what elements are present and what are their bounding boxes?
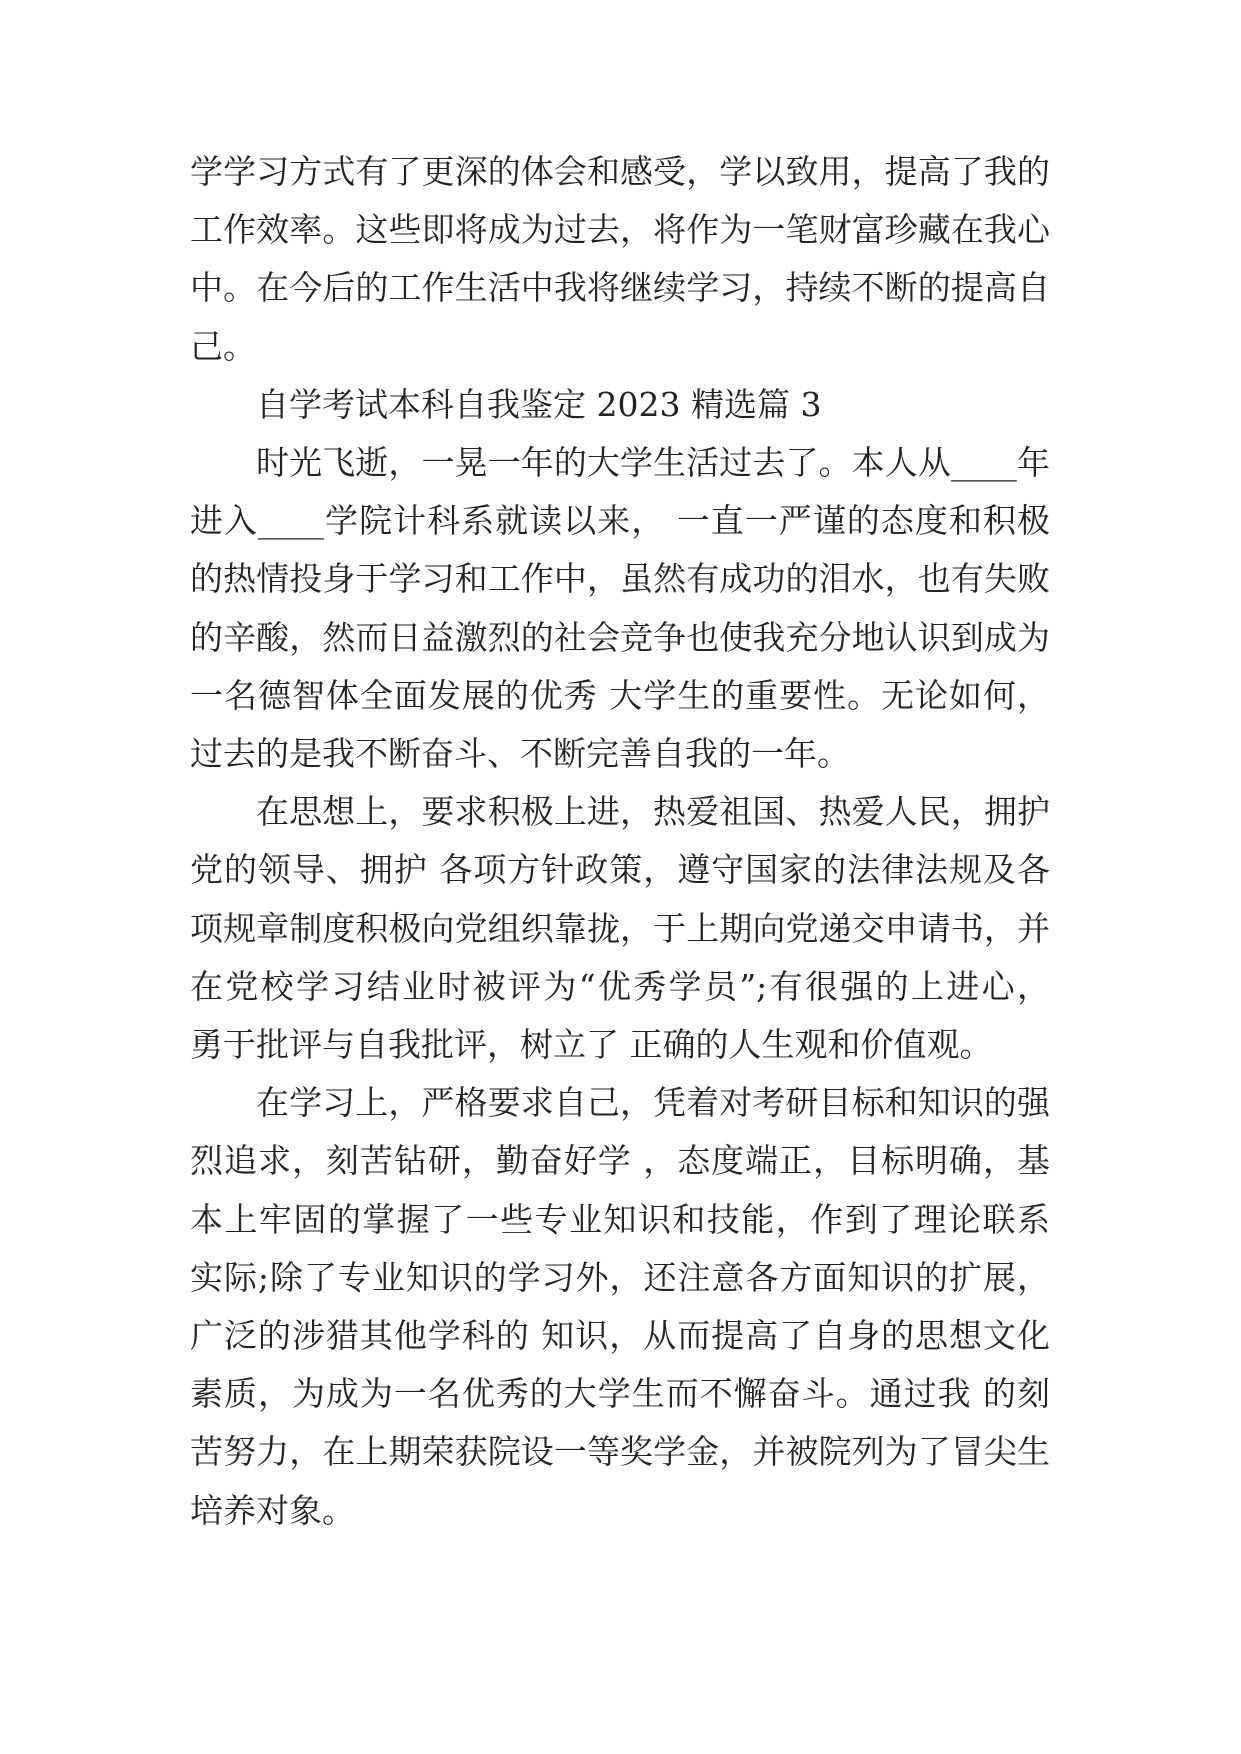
text-line: 在党校学习结业时被评为“优秀学员”;有很强的上进心， [190, 966, 1050, 1006]
text-line: 项规章制度积极向党组织靠拢，于上期向党递交申请书，并 [190, 908, 1050, 948]
text-line: 学学习方式有了更深的体会和感受，学以致用，提高了我的 [190, 152, 1050, 191]
text-line: 在思想上，要求积极上进，热爱祖国、热爱人民，拥护 [256, 792, 1050, 832]
text-line: 时光飞逝，一晃一年的大学生活过去了。本人从____年 [256, 443, 1050, 482]
text-line: 烈追求，刻苦钻研，勤奋好学 ，态度端正，目标明确，基 [190, 1141, 1050, 1181]
section-heading: 自学考试本科自我鉴定 2023 精选篇 3 [256, 384, 822, 424]
text-line: 一名德智体全面发展的优秀 大学生的重要性。无论如何， [190, 675, 1050, 715]
text-line: 中。在今后的工作生活中我将继续学习，持续不断的提高自 [190, 268, 1050, 308]
text-line: 党的领导、拥护 各项方针政策，遵守国家的法律法规及各 [190, 850, 1050, 890]
text-line: 实际;除了专业知识的学习外，还注意各方面知识的扩展， [190, 1257, 1050, 1297]
text-line: 过去的是我不断奋斗、不断完善自我的一年。 [190, 734, 850, 773]
text-line: 的辛酸，然而日益激烈的社会竞争也使我充分地认识到成为 [190, 617, 1050, 657]
text-line: 勇于批评与自我批评，树立了 正确的人生观和价值观。 [190, 1025, 993, 1064]
text-line: 广泛的涉猎其他学科的 知识，从而提高了自身的思想文化 [190, 1316, 1050, 1355]
text-line: 己。 [190, 326, 256, 366]
text-line: 进入____学院计科系就读以来， 一直一严谨的态度和积极 [190, 501, 1050, 541]
text-line: 的热情投身于学习和工作中，虽然有成功的泪水，也有失败 [190, 559, 1050, 599]
text-line: 培养对象。 [190, 1490, 355, 1530]
text-line: 素质，为成为一名优秀的大学生而不懈奋斗。通过我 的刻 [190, 1374, 1050, 1414]
text-line: 苦努力，在上期荣获院设一等奖学金，并被院列为了冒尖生 [190, 1432, 1050, 1472]
text-line: 在学习上，严格要求自己，凭着对考研目标和知识的强 [256, 1083, 1050, 1123]
text-line: 本上牢固的掌握了一些专业知识和技能，作到了理论联系 [190, 1199, 1050, 1239]
text-line: 工作效率。这些即将成为过去，将作为一笔财富珍藏在我心 [190, 210, 1050, 250]
